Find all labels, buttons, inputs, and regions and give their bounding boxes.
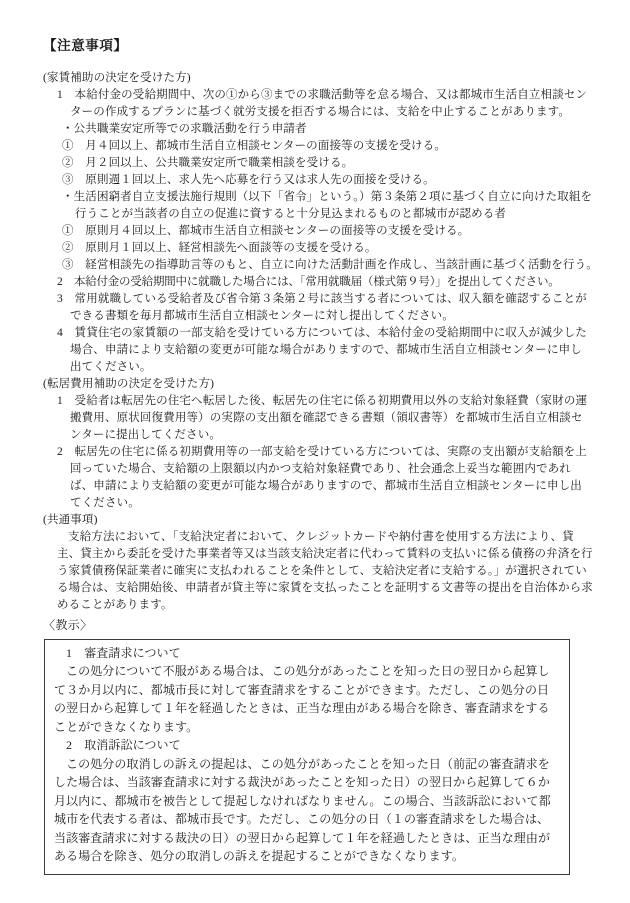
rent-selfreliance-step-3: ③ 経営相談先の指導助言等のもと、自立に向けた活動計画を作成し、当該計画に基づく活動を行う。	[62, 259, 598, 271]
rent-jobseeker-step-1: ① 月４回以上、都城市生活自立相談センターの面接等の支援を受ける。	[62, 140, 446, 152]
section-heading-moving-subsidy: (転居費用補助の決定を受けた方)	[43, 378, 215, 390]
rent-selfreliance-step-2: ② 原則月１回以上、経営相談先へ面談等の支援を受ける。	[62, 242, 377, 254]
section-heading-common: (共通事項)	[43, 514, 98, 526]
kyoji-item-2-body: この処分の取消しの訴えの提起は、この処分があったことを知った日（前記の審査請求をした場合は、当該審査請求に対する裁決があったことを知った日）の翌日から起算して６か月以内に、都城市を被告として提起しなければなりません。この場合、当該訴訟において都城市を代表する者は、都城市長です。ただし、この処分の日（１の審査請求をした場合は、当該審査請求に対する裁決の日）の翌日から起算して１年を経過したときは、正当な理由がある場合を除き、処分の取消しの訴えを提起することができなくなります。	[54, 756, 551, 863]
rent-item-2: 2 本給付金の受給期間中に就職した場合には、「常用就職届（様式第９号）」を提出してください。	[57, 276, 560, 288]
rent-item-4: 4 賃貸住宅の家賃額の一部支給を受けている方については、本給付金の受給期間中に収入が減少した場合、申請により支給額の変更が可能な場合がありますので、都城市生活自立相談センターに申し出てください。	[57, 327, 587, 373]
kyoji-item-1-body: この処分について不服がある場合は、この処分があったことを知った日の翌日から起算して３か月以内に、都城市長に対して審査請求をすることができます。ただし、この処分の日の翌日から起算して１年を経過したときは、正当な理由がある場合を除き、審査請求をすることができなくなります。	[54, 664, 550, 734]
notice-title: 【注意事項】	[43, 38, 128, 53]
moving-item-1: 1 受給者は転居先の住宅へ転居した後、転居先の住宅に係る初期費用以外の支給対象経費（家財の運搬費用、原状回復費用等）の実際の支出額を確認できる書類（領収書等）を都城市生活自立相談センターに提出してください。	[57, 395, 588, 441]
kyoji-heading: 〈教示〉	[43, 618, 93, 632]
rent-bullet-self-reliance: ・生活困窮者自立支援法施行規則（以下「省令」という。）第３条第２項に基づく自立に向けた取組を行うことが当該者の自立の促進に資すると十分見込まれるものと都城市が認める者	[62, 191, 593, 220]
moving-item-2: 2 転居先の住宅に係る初期費用等の一部支給を受けている方については、実際の支出額が支給額を上回っていた場合、支給額の上限額以内かつ支給対象経費であり、社会通念上妥当な範囲内であれば、申請により支給額の変更が可能な場合がありますので、都城市生活自立相談センターに申し出てください。	[57, 446, 587, 509]
rent-jobseeker-step-2: ② 月２回以上、公共職業安定所で職業相談を受ける。	[62, 157, 354, 169]
kyoji-item-2-title: 2 取消訴訟について	[66, 738, 181, 753]
rent-item-3: 3 常用就職している受給者及び省令第３条第２号に該当する者については、収入額を確認することができる書類を毎月都城市生活自立相談センターに対し提出してください。	[57, 293, 587, 322]
section-heading-rent-subsidy: (家賃補助の決定を受けた方)	[43, 72, 191, 84]
common-paragraph: 支給方法において、「支給決定者において、クレジットカードや納付書を使用する方法により、貸主、貸主から委託を受けた事業者等又は当該支給決定者に代わって賃料の支払いに係る債務の弁済を行う家賃債務保証業者に確実に支払われることを条件として、支給決定者に支給する。」が選択されている場合は、支給開始後、申請者が貸主等に家賃を支払ったことを証明する文書等の提出を自治体から求めることがあります。	[57, 531, 593, 611]
kyoji-item-1-title: 1 審査請求について	[66, 646, 181, 660]
rent-bullet-jobseeker: ・公共職業安定所等での求職活動を行う申請者	[62, 123, 307, 135]
rent-selfreliance-step-1: ① 原則月４回以上、都城市生活自立相談センターの面接等の支援を受ける。	[62, 225, 470, 237]
rent-item-1: 1 本給付金の受給期間中、次の①から③までの求職活動等を怠る場合、又は都城市生活自立相談センターの作成するプランに基づく就労支援を拒否する場合には、支給を中止することがあります。	[57, 89, 588, 118]
notice-body	[43, 37, 598, 875]
rent-jobseeker-step-3: ③ 原則週１回以上、求人先へ応募を行う又は求人先の面接を受ける。	[62, 174, 435, 186]
kyoji-box	[44, 639, 570, 875]
